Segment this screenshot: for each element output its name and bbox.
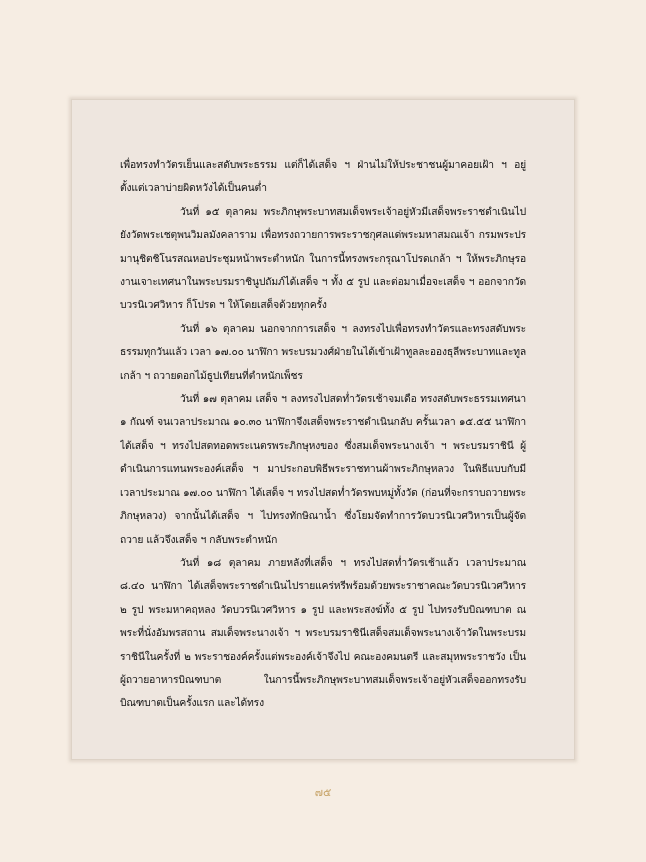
paragraph-5: วันที่ ๑๘ ตุลาคม ภายหลังที่เสด็จ ฯ ทรงไปสดท่ำวัดรเช้าแล้ว เวลาประมาณ ๘.๔๐ นาฬิกา ได้เสด็จพระราชดำเนินไปรายแคร่หรีพร้อมด้วยพระราชาคณะวัดบวรนิเวศวิหาร ๒ รูป พระมหาคฤหลง วัดบวรนิเวศวิหาร ๑ รูป และพระสงฆ์ทั้ง ๕ รูป ไปทรงรับบิณฑบาต ณ พระที่นั่งอัมพรสถาน สมเด็จพระนางเจ้า ฯ พระบรมราชินีเสด็จสมเด็จพระนางเจ้าวัดในพระบรมราชินีในครั้งที่ ๒ พระราชองค์ครั้งแต่พระองค์เจ้าจึงไป คณะองคมนตรี และสมุหพระราชวัง เป็นผู้ถวายอาหารบิณฑบาต ในการนี้พระภิกษุพระบาทสมเด็จพระเจ้าอยู่หัวเสด็จออกทรงรับบิณฑบาตเป็นครั้งแรก และได้ทรง xyxy=(120,556,526,710)
page-body-text xyxy=(120,154,526,716)
page-number: ๗๕ xyxy=(314,786,332,799)
document-page xyxy=(71,99,575,760)
paragraph-4: วันที่ ๑๗ ตุลาคม เสด็จ ฯ ลงทรงไปสดท่ำวัดรเช้าจมเดือ ทรงสดับพระธรรมเทศนา ๑ กัณฑ์ จนเวลาประมาณ ๑๐.๓๐ นาฬิกาจึงเสด็จพระราชดำเนินกลับ ครั้นเวลา ๑๕.๕๕ นาฬิกา ได้เสด็จ ฯ ทรงไปสดทอดพระเนตรพระภิกษุหงของ ซึ่งสมเด็จพระนางเจ้า ฯ พระบรมราชินี ผู้ดำเนินการแทนพระองค์เสด็จ ฯ มาประกอบพิธีพระราชทานผ้าพระภิกษุหลวง ในพิธีแบบกับมีเวลาประมาณ ๑๗.๐๐ นาฬิกา ได้เสด็จ ฯ ทรงไปสดท่ำวัดรพบหมู่ทั้งวัด (ก่อนที่จะกราบถวายพระภิกษุหลวง) จากนั้นได้เสด็จ ฯ ไปทรงทักษิณาน้ำ ซึ่งโยมจัดทำการวัดบวรนิเวศวิหารเป็นผู้จัดถวาย แล้วจึงเสด็จ ฯ กลับพระตำหนัก xyxy=(120,393,526,546)
paragraph-3: วันที่ ๑๖ ตุลาคม นอกจากการเสด็จ ฯ ลงทรงไปเพื่อทรงทำวัตรและทรงสดับพระธรรมทุกวันแล้ว เวลา ๑๗.๐๐ นาฬิกา พระบรมวงศ์ฝ่ายในได้เข้าเฝ้าทูลละอองธุลีพระบาทและทูลเกล้า ฯ ถวายดอกไม้ธูปเทียนที่ตำหนักเพ็ชร xyxy=(120,322,526,382)
paragraph-1: เพื่อทรงทำวัตรเย็นและสดับพระธรรม แต่ก็ได้เสด็จ ฯ ฝ่านไม่ให้ประชาชนผู้มาคอยเฝ้า ฯ อยู่ตั้งแต่เวลาบ่ายผิดหวังได้เป็นคนต่ำ xyxy=(120,159,526,195)
paragraph-2: วันที่ ๑๕ ตุลาคม พระภิกษุพระบาทสมเด็จพระเจ้าอยู่หัวมีเสด็จพระราชดำเนินไปยังวัดพระเชตุพนวิมลมังคลาราม เพื่อทรงถวายการพระราชกุศลแด่พระมหาสมณเจ้า กรมพระปรมานุชิตชิโนรสณหอประชุมหน้าพระตำหนัก ในการนี้ทรงพระกรุณาโปรดเกล้า ฯ ให้พระภิกษุรองานเจาะเทศนาในพระบรมราชินูปถัมภ์ได้เสด็จ ฯ ทั้ง ๕ รูป และต่อมาเมื่อจะเสด็จ ฯ ออกจากวัดบวรนิเวศวิหาร ก็โปรด ฯ ให้โดยเสด็จด้วยทุกครั้ง xyxy=(120,205,526,312)
